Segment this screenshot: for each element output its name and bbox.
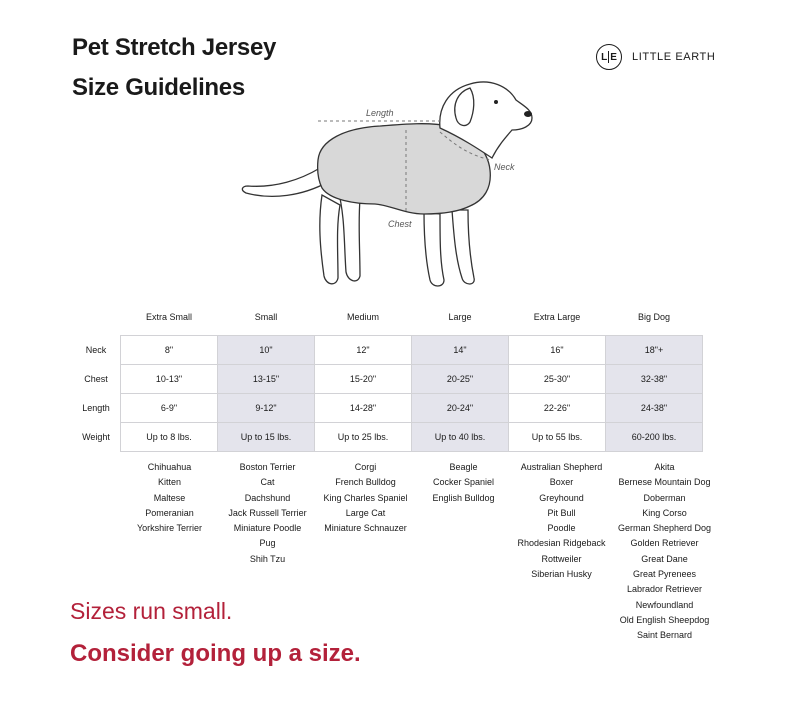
dog-eye bbox=[494, 100, 498, 104]
list-item: Bernese Mountain Dog bbox=[618, 477, 711, 488]
table-cell: Up to 40 lbs. bbox=[412, 423, 509, 452]
table-cell: 25-30" bbox=[509, 365, 606, 394]
dog-hind-leg-back bbox=[320, 195, 340, 284]
list-item: Jack Russell Terrier bbox=[228, 507, 307, 518]
list-item: Saint Bernard bbox=[636, 630, 693, 641]
list-item: Large Cat bbox=[345, 507, 386, 518]
dog-front-leg-back bbox=[424, 212, 444, 286]
list-item: Corgi bbox=[354, 462, 377, 472]
table-cell: 20-25" bbox=[412, 365, 509, 394]
sizing-advice: Consider going up a size. bbox=[70, 640, 361, 667]
table-cell: 10" bbox=[218, 336, 315, 365]
column-header-small: Small bbox=[254, 312, 278, 322]
list-item: Rhodesian Ridgeback bbox=[517, 538, 606, 549]
list-item: Miniature Poodle bbox=[233, 523, 302, 534]
breed-list-extra-large bbox=[513, 460, 610, 582]
list-item: Golden Retriever bbox=[630, 538, 699, 549]
breed-list-extra-small bbox=[121, 460, 218, 536]
length-label: Length bbox=[366, 108, 394, 118]
neck-label: Neck bbox=[494, 162, 515, 172]
dog-diagram bbox=[0, 0, 800, 300]
row-label-weight: Weight bbox=[82, 432, 110, 442]
table-cell: Up to 8 lbs. bbox=[121, 423, 218, 452]
table-row bbox=[72, 394, 703, 423]
brand-name: LITTLE EARTH bbox=[632, 51, 716, 63]
table-cell: Up to 55 lbs. bbox=[509, 423, 606, 452]
table-cell: 6-9" bbox=[121, 394, 218, 423]
table-cell: 60-200 lbs. bbox=[606, 423, 703, 452]
list-item: Kitten bbox=[157, 477, 181, 488]
list-item: Rottweiler bbox=[541, 553, 582, 564]
table-cell: Up to 15 lbs. bbox=[218, 423, 315, 452]
list-item: Great Pyrenees bbox=[632, 569, 697, 580]
list-item: Old English Sheepdog bbox=[619, 614, 710, 625]
list-item: Doberman bbox=[643, 492, 686, 503]
list-item: Boxer bbox=[549, 477, 574, 488]
table-cell: Up to 25 lbs. bbox=[315, 423, 412, 452]
list-item: Beagle bbox=[449, 462, 478, 472]
table-cell: 9-12" bbox=[218, 394, 315, 423]
breed-list-small bbox=[219, 460, 316, 567]
dog-front-leg-front bbox=[452, 210, 474, 284]
table-cell: 32-38" bbox=[606, 365, 703, 394]
list-item: Pomeranian bbox=[145, 507, 194, 518]
list-item: Cocker Spaniel bbox=[432, 477, 495, 488]
list-item: Akita bbox=[654, 462, 675, 472]
list-item: Greyhound bbox=[539, 492, 584, 503]
table-cell: 8" bbox=[121, 336, 218, 365]
list-item: Chihuahua bbox=[147, 462, 192, 472]
page-title: Pet Stretch Jersey bbox=[72, 34, 277, 61]
brand-monogram-icon: L E bbox=[596, 44, 622, 70]
page-subtitle: Size Guidelines bbox=[72, 74, 245, 101]
column-header-big-dog: Big Dog bbox=[637, 312, 671, 322]
breed-list-medium bbox=[317, 460, 414, 536]
row-label-neck: Neck bbox=[85, 345, 107, 355]
table-cell: 14-28" bbox=[315, 394, 412, 423]
table-cell: 14" bbox=[412, 336, 509, 365]
list-item: Pit Bull bbox=[547, 507, 576, 518]
table-cell: 22-26" bbox=[509, 394, 606, 423]
table-header-row bbox=[72, 305, 703, 329]
sizing-note: Sizes run small. bbox=[70, 598, 233, 624]
column-header-extra-small: Extra Small bbox=[145, 312, 192, 322]
table-cell: 10-13" bbox=[121, 365, 218, 394]
table-corner bbox=[72, 305, 121, 329]
dog-nose bbox=[524, 111, 532, 117]
table-cell: 20-24" bbox=[412, 394, 509, 423]
list-item: Siberian Husky bbox=[531, 569, 592, 580]
list-item: English Bulldog bbox=[432, 492, 495, 503]
table-row bbox=[72, 365, 703, 394]
list-item: Newfoundland bbox=[635, 599, 694, 610]
list-item: Shih Tzu bbox=[249, 553, 286, 564]
list-item: Pug bbox=[259, 538, 276, 549]
list-item: Poodle bbox=[547, 523, 576, 534]
table-cell: 24-38" bbox=[606, 394, 703, 423]
table-row bbox=[72, 336, 703, 365]
table-cell: 15-20" bbox=[315, 365, 412, 394]
row-label-chest: Chest bbox=[84, 374, 108, 384]
list-item: King Charles Spaniel bbox=[323, 492, 408, 503]
size-chart-table bbox=[72, 305, 703, 452]
column-header-medium: Medium bbox=[346, 312, 379, 322]
list-item: Yorkshire Terrier bbox=[136, 523, 203, 534]
table-cell: 13-15" bbox=[218, 365, 315, 394]
breed-list-large bbox=[415, 460, 512, 506]
list-item: King Corso bbox=[642, 507, 687, 518]
breed-list-big-dog bbox=[616, 460, 713, 644]
table-cell: 18"+ bbox=[606, 336, 703, 365]
row-label-length: Length bbox=[82, 403, 110, 413]
dog-hind-leg-front bbox=[338, 190, 360, 281]
table-row bbox=[72, 423, 703, 452]
list-item: Labrador Retriever bbox=[626, 584, 703, 595]
table-cell: 16" bbox=[509, 336, 606, 365]
list-item: German Shepherd Dog bbox=[617, 523, 712, 534]
list-item: Dachshund bbox=[244, 492, 291, 503]
list-item: Australian Shepherd bbox=[520, 462, 603, 472]
column-header-extra-large: Extra Large bbox=[533, 312, 581, 322]
dog-tail bbox=[242, 168, 328, 196]
list-item: Maltese bbox=[153, 492, 186, 503]
list-item: Miniature Schnauzer bbox=[324, 523, 407, 534]
column-header-large: Large bbox=[448, 312, 472, 322]
chest-label: Chest bbox=[388, 219, 412, 229]
list-item: French Bulldog bbox=[335, 477, 396, 488]
list-item: Great Dane bbox=[641, 553, 688, 564]
table-cell: 12" bbox=[315, 336, 412, 365]
list-item: Cat bbox=[260, 477, 275, 488]
list-item: Boston Terrier bbox=[239, 462, 296, 472]
